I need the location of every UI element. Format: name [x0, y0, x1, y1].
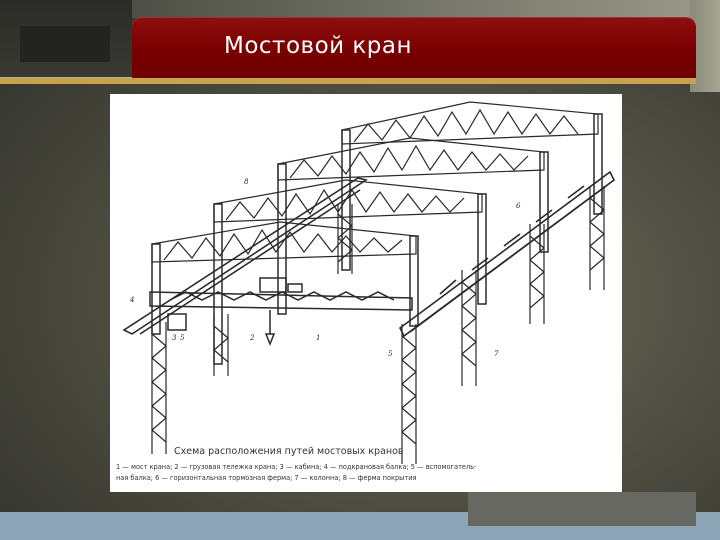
top-left-dark-block: [20, 26, 110, 62]
callout-2: 2: [250, 334, 255, 342]
callout-8: 8: [244, 178, 249, 186]
callout-6: 6: [516, 202, 521, 210]
slide-title: Мостовой кран: [224, 33, 413, 59]
callout-3: 3: [172, 334, 177, 342]
bottom-right-block: [468, 492, 696, 526]
callout-5b: 5: [180, 334, 185, 342]
roof-truss-3: [214, 180, 482, 222]
roof-truss-2: [278, 138, 544, 180]
crane-diagram-image: [110, 94, 622, 492]
callout-1: 1: [316, 334, 321, 342]
crane-schematic: [110, 94, 622, 492]
roof-truss-front: [152, 222, 416, 262]
top-strip: [132, 0, 720, 18]
callout-4: 4: [130, 296, 135, 304]
title-bar: [132, 17, 696, 78]
roof-truss-back: [342, 102, 598, 144]
callout-7: 7: [494, 350, 499, 358]
figure-legend-line-1: 1 — мост крана; 2 — грузовая тележка крана; 3 — кабина; 4 — подкрановая балка; 5 — вспомогатель-: [116, 463, 477, 471]
figure-caption: Схема расположения путей мостовых кранов: [174, 446, 404, 457]
figure-legend-line-2: ная балка; 6 — горизонтальная тормозная ферма; 7 — колонна; 8 — ферма покрытия: [116, 474, 417, 482]
callout-5: 5: [388, 350, 393, 358]
gold-accent-line: [0, 78, 696, 84]
